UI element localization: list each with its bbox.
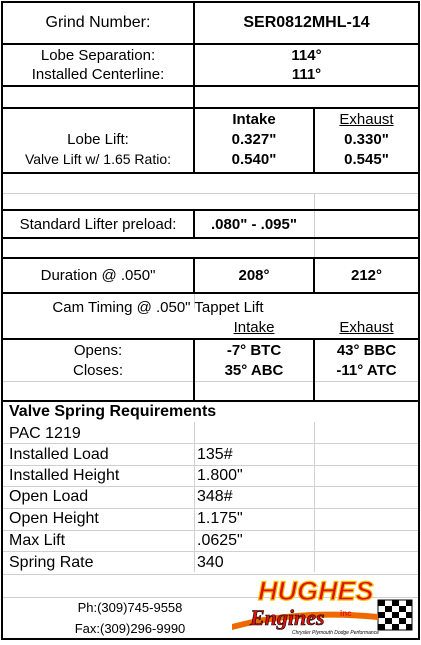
installed-centerline-value: 111° (291, 65, 322, 83)
lifter-preload-label: Standard Lifter preload: (19, 215, 177, 233)
installed-centerline-label: Installed Centerline: (31, 65, 165, 83)
valve-spring-title: Valve Spring Requirements (9, 403, 217, 420)
spring-row-value: 1.800" (197, 466, 243, 484)
duration-label: Duration @ .050" (40, 267, 156, 284)
duration-exhaust: 212° (350, 267, 383, 284)
opens-exhaust: 43° BBC (336, 341, 397, 359)
logo-sub: Engines (250, 605, 325, 630)
cam-timing-title: Cam Timing @ .050" Tappet Lift (52, 298, 264, 316)
valve-spring-part: PAC 1219 (9, 424, 81, 442)
logo-name: HUGHES (258, 576, 374, 606)
hughes-engines-logo (228, 574, 418, 640)
spring-row-value: 340 (197, 553, 224, 571)
opens-intake: -7° BTC (226, 341, 282, 359)
closes-label: Closes: (72, 361, 124, 379)
lobe-lift-label: Lobe Lift: (67, 130, 129, 148)
lobe-lift-intake: 0.327" (231, 130, 277, 148)
grind-number-value: SER0812MHL-14 (243, 14, 370, 31)
spring-row-label: Open Load (9, 487, 89, 505)
cam-timing-intake-header: Intake (233, 318, 275, 336)
checkered-flag-icon (378, 600, 412, 630)
grind-number-label: Grind Number: (45, 14, 151, 31)
spring-row-value: .0625" (197, 531, 243, 549)
spring-row-label: Max Lift (9, 531, 66, 549)
spring-row-label: Installed Height (9, 466, 120, 484)
intake-column-header: Intake (232, 110, 276, 128)
phone-number: Ph:(309)745-9558 (77, 599, 183, 615)
lifter-preload-value: .080" - .095" (211, 215, 297, 233)
spring-row-value: 348# (197, 487, 233, 505)
valve-lift-intake: 0.540" (231, 150, 277, 168)
lobe-separation-label: Lobe Separation: (40, 46, 156, 64)
opens-label: Opens: (73, 341, 123, 359)
duration-intake: 208° (238, 267, 270, 284)
closes-exhaust: -11° ATC (336, 361, 397, 379)
cam-timing-exhaust-header: Exhaust (339, 318, 394, 336)
fax-number: Fax:(309)296-9990 (74, 620, 186, 636)
spring-row-label: Spring Rate (9, 553, 94, 571)
valve-lift-label: Valve Lift w/ 1.65 Ratio: (24, 151, 172, 167)
lobe-separation-value: 114° (291, 46, 322, 64)
logo-tagline: Chrysler Plymouth Dodge Performance (292, 630, 379, 636)
spring-row-label: Open Height (9, 509, 99, 527)
logo-inc: inc (340, 609, 352, 618)
hughes-engines-logo-art (228, 574, 418, 640)
spring-row-value: 135# (197, 445, 233, 463)
exhaust-column-header: Exhaust (339, 110, 394, 128)
closes-intake: 35° ABC (224, 361, 284, 379)
valve-lift-exhaust: 0.545" (344, 150, 389, 168)
spring-row-value: 1.175" (197, 509, 243, 527)
spring-row-label: Installed Load (9, 445, 109, 463)
lobe-lift-exhaust: 0.330" (344, 130, 389, 148)
